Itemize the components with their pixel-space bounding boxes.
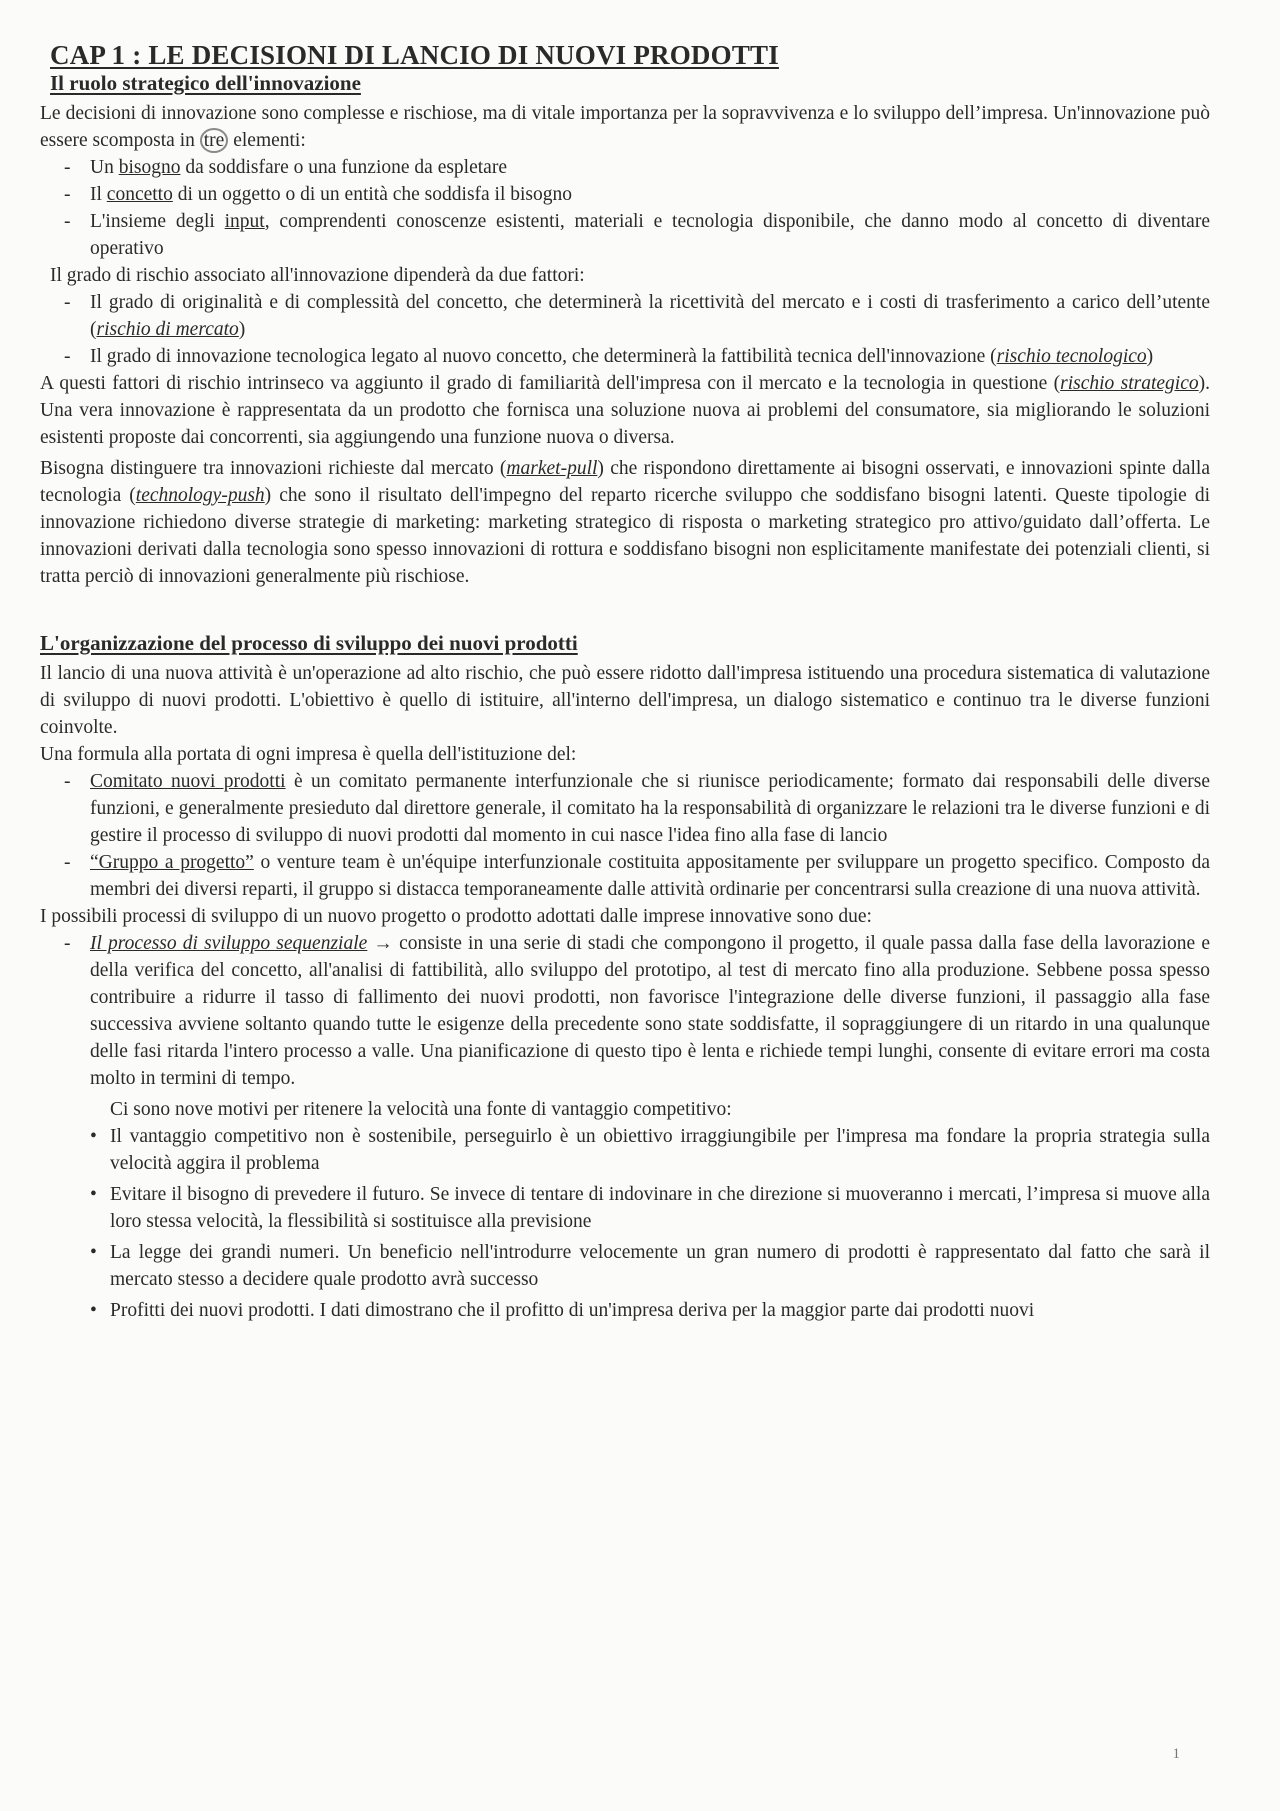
launch-paragraph: Il lancio di una nuova attività è un'operazione ad alto rischio, che può essere ridotto dall'impresa istituendo una procedura sistematica di valutazione di sviluppo di nuovi prodotti. L'obiettivo è quello di istituire, all'interno dell'impresa, un dialogo sistematico e continuo tra le diverse funzioni coinvolte. <box>40 663 1210 738</box>
intro-paragraph <box>40 100 1210 154</box>
list-item: • Evitare il bisogno di prevedere il futuro. Se invece di tentare di indovinare in che direzione si muoveranno i mercati, l’impresa si muove alla loro stessa velocità, la flessibilità si sostituisce alla previsione <box>110 1181 1210 1235</box>
list-item: • Profitti dei nuovi prodotti. I dati dimostrano che il profitto di un'impresa deriva per la maggior parte dai prodotti nuovi <box>110 1297 1210 1324</box>
list-item: • Il vantaggio competitivo non è sostenibile, perseguirlo è un obiettivo irraggiungibile per l'impresa ma fondare la propria strategia sulla velocità aggira il problema <box>110 1123 1210 1177</box>
intro-text-a: Le decisioni di innovazione sono complesse e rischiose, ma di vitale importanza per la sopravvivenza e lo sviluppo dell’impresa. Un'innovazione può essere scomposta in <box>40 103 1210 151</box>
risk-list <box>40 289 1210 370</box>
section-heading-innovation: Il ruolo strategico dell'innovazione <box>50 71 361 95</box>
structures-list <box>40 768 1210 903</box>
list-item: - Il concetto di un oggetto o di un entità che soddisfa il bisogno <box>90 181 1210 208</box>
familiarity-paragraph: A questi fattori di rischio intrinseco va aggiunto il grado di familiarità dell'impresa con il mercato e la tecnologia in questione (rischio strategico). Una vera innovazione è rappresentata da un prodotto che fornisca una soluzione nuova ai problemi del consumatore, sia migliorando le soluzioni esistenti proposte dai concorrenti, sia aggiungendo una funzione nuova o diversa. <box>40 373 1210 448</box>
list-item: - Il processo di sviluppo sequenziale → consiste in una serie di stadi che compongono il progetto, il quale passa dalla fase della lavorazione e della verifica del concetto, all'analisi di fattibilità, allo sviluppo del prototipo, al test di mercato fino alla produzione. Sebbene possa spesso contribuire a ridurre il tasso di fallimento dei nuovi prodotti, non favorisce l'integrazione delle diverse funzioni, il passaggio alla fase successiva avviene soltanto quando tutte le esigenze della precedente sono state soddisfatte, il sopraggiungere di un ritardo in una qualunque delle fasi ritarda l'intero processo a valle. Una pianificazione di questo tipo è lenta e richiede tempi lunghi, consente di evitare errori ma costa molto in termini di tempo. <box>90 930 1210 1092</box>
list-item: • La legge dei grandi numeri. Un beneficio nell'introdurre velocemente un gran numero di prodotti è rappresentato dal fatto che sarà il mercato stesso a decidere quale prodotto avrà successo <box>110 1239 1210 1293</box>
elements-list <box>40 154 1210 262</box>
list-item: - “Gruppo a progetto” o venture team è un'équipe interfunzionale costituita appositamente per sviluppare un progetto specifico. Composto da membri dei diversi reparti, il gruppo si distacca temporaneamente dalle attività ordinarie per concentrarsi sulla creazione di una nuova attività. <box>90 849 1210 903</box>
list-item: - Il grado di innovazione tecnologica legato al nuovo concetto, che determinerà la fattibilità tecnica dell'innovazione (rischio tecnologico) <box>90 343 1210 370</box>
speed-intro: Ci sono nove motivi per ritenere la velocità una fonte di vantaggio competitivo: <box>110 1099 732 1120</box>
chapter-title: CAP 1 : LE DECISIONI DI LANCIO DI NUOVI PRODOTTI <box>50 40 779 70</box>
list-item: - Un bisogno da soddisfare o una funzione da espletare <box>90 154 1210 181</box>
list-item: - L'insieme degli input, comprendenti conoscenze esistenti, materiali e tecnologia disponibile, che danno modo al concetto di diventare operativo <box>90 208 1210 262</box>
section-heading-organization: L'organizzazione del processo di sviluppo dei nuovi prodotti <box>40 631 578 655</box>
processes-list <box>40 930 1210 1092</box>
list-item: - Il grado di originalità e di complessità del concetto, che determinerà la ricettività del mercato e i costi di trasferimento a carico dell’utente (rischio di mercato) <box>90 289 1210 343</box>
intro-text-b: elementi: <box>228 130 306 151</box>
list-item: - Comitato nuovi prodotti è un comitato permanente interfunzionale che si riunisce periodicamente; formato dai responsabili delle diverse funzioni, e generalmente presieduto dal direttore generale, il comitato ha la responsabilità di organizzare le relazioni tra le diverse funzioni e di gestire il processo di sviluppo di nuovi prodotti dal momento in cui nasce l'idea fino alla fase di lancio <box>90 768 1210 849</box>
speed-reasons-list <box>40 1123 1210 1324</box>
circled-word: tre <box>200 128 229 153</box>
formula-paragraph: Una formula alla portata di ogni impresa è quella dell'istituzione del: <box>40 744 577 765</box>
risk-intro: Il grado di rischio associato all'innovazione dipenderà da due fattori: <box>50 265 585 286</box>
page-number: 1 <box>1172 1746 1180 1762</box>
processes-intro: I possibili processi di sviluppo di un nuovo progetto o prodotto adottati dalle imprese innovative sono due: <box>40 906 872 927</box>
market-pull-paragraph: Bisogna distinguere tra innovazioni richieste dal mercato (market-pull) che rispondono direttamente ai bisogni osservati, e innovazioni spinte dalla tecnologia (technology-push) che sono il risultato dell'impegno del reparto ricerche sviluppo che soddisfano bisogni latenti. Queste tipologie di innovazione richiedono diverse strategie di marketing: marketing strategico di risposta o marketing strategico pro attivo/guidato dall’offerta. Le innovazioni derivati dalla tecnologia sono spesso innovazioni di rottura e soddisfano bisogni non esplicitamente manifestate dei potenziali clienti, si tratta perciò di innovazioni generalmente più rischiose. <box>40 458 1211 587</box>
